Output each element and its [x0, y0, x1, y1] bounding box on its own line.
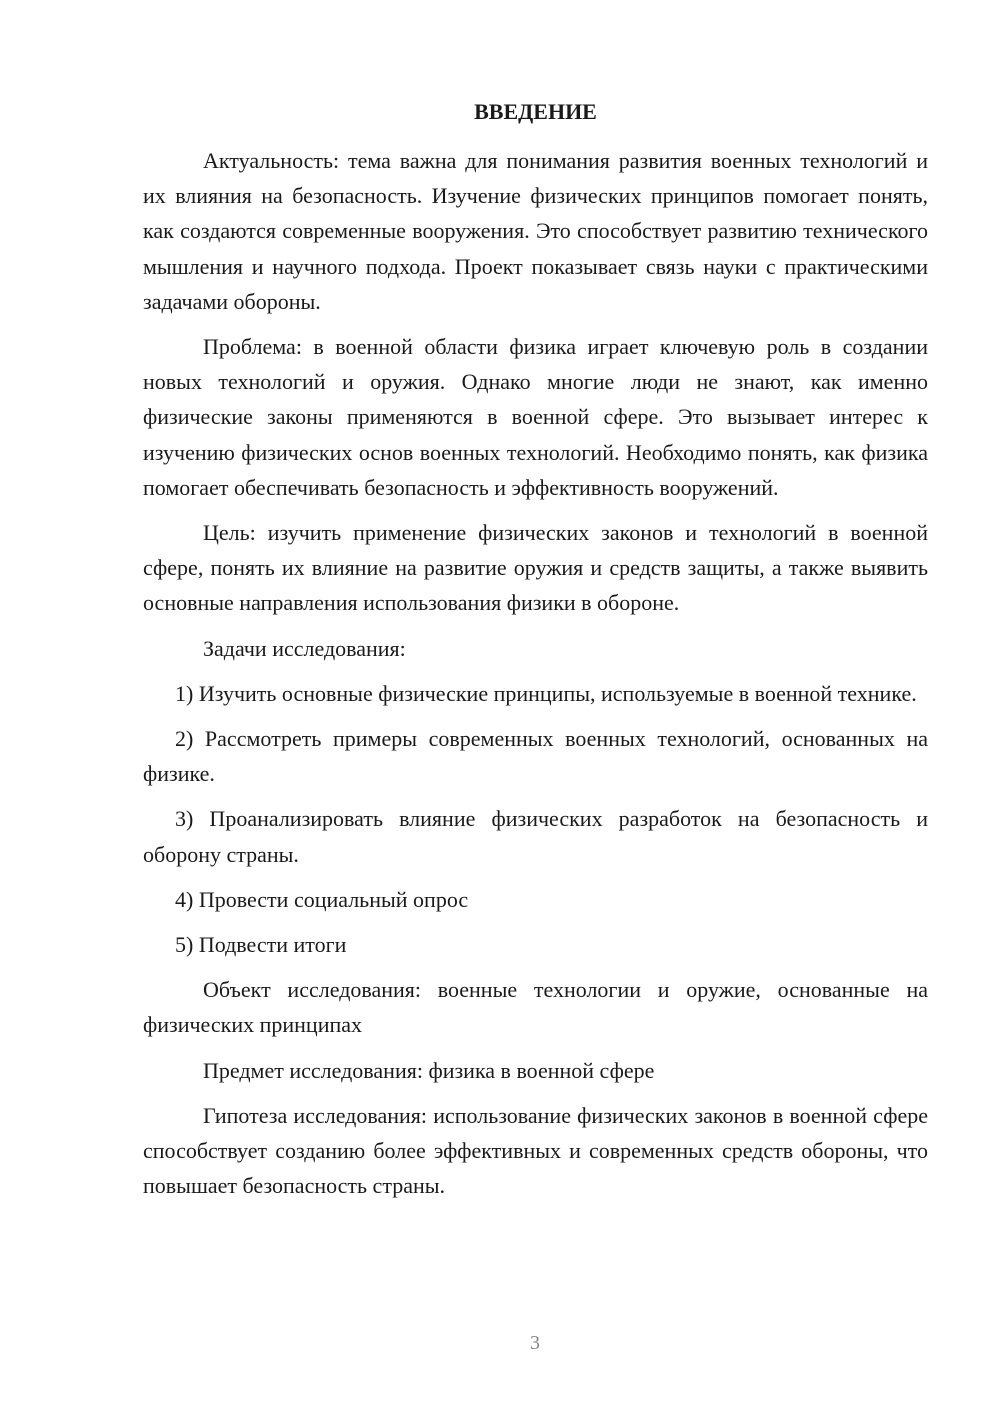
subject-paragraph: Предмет исследования: физика в военной сфере — [203, 1057, 655, 1083]
relevance-paragraph: Актуальность: тема важна для понимания развития военных технологий и их влияния на безопасность. Изучение физических принципов помогает понять, как создаются современные вооружения. Это способствует развитию технического мышления и научного подхода. Проект показывает связь науки с практическими задачами обороны. — [143, 148, 928, 314]
object-paragraph: Объект исследования: военные технологии и оружие, основанные на физических принципах — [143, 977, 928, 1038]
tasks-heading: Задачи исследования: — [203, 635, 406, 661]
task-item-5: 5) Подвести итоги — [175, 932, 347, 958]
task-item-4: 4) Провести социальный опрос — [175, 886, 469, 912]
hypothesis-paragraph: Гипотеза исследования: использование физических законов в военной сфере способствует созданию более эффективных и современных средств обороны, что повышает безопасность страны. — [143, 1102, 928, 1199]
task-item-3: 3) Проанализировать влияние физических разработок на безопасность и оборону страны. — [143, 806, 928, 867]
document-page — [143, 92, 928, 1203]
page-number: 3 — [530, 1332, 540, 1354]
section-title: ВВЕДЕНИЕ — [474, 99, 597, 124]
problem-paragraph: Проблема: в военной области физика играет ключевую роль в создании новых технологий и оружия. Однако многие люди не знают, как именно физические законы применяются в военной сфере. Это вызывает интерес к изучению физических основ военных технологий. Необходимо понять, как физика помогает обеспечивать безопасность и эффективность вооружений. — [143, 334, 928, 500]
task-item-2: 2) Рассмотреть примеры современных военных технологий, основанных на физике. — [143, 726, 928, 787]
task-item-1: 1) Изучить основные физические принципы, используемые в военной технике. — [175, 680, 917, 706]
goal-paragraph: Цель: изучить применение физических законов и технологий в военной сфере, понять их влияние на развитие оружия и средств защиты, а также выявить основные направления использования физики в обороне. — [143, 520, 928, 616]
